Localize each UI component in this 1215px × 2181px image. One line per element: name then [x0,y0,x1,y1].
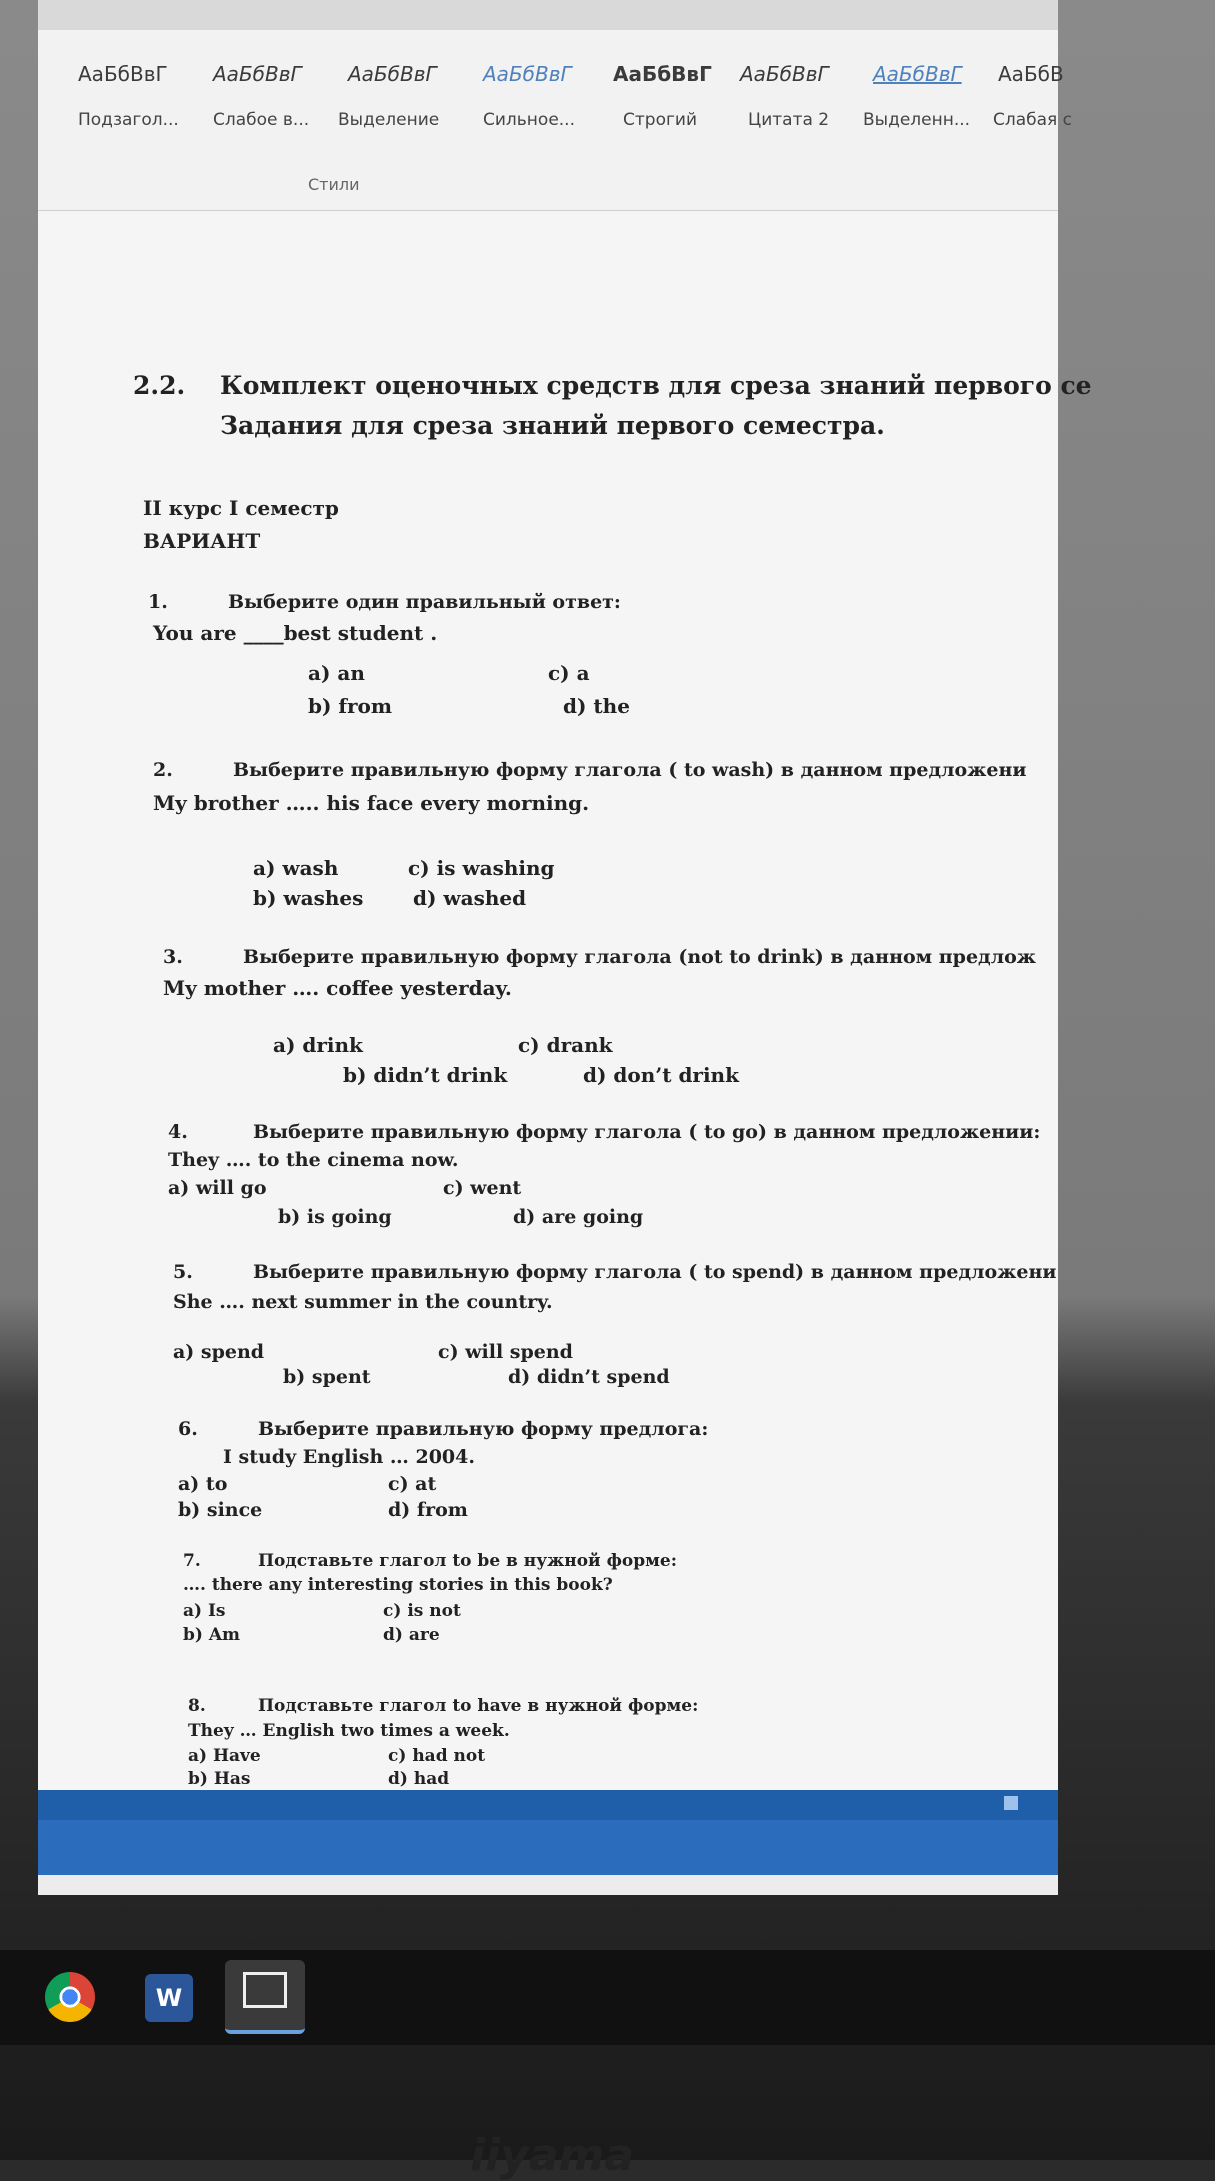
answer-a: a) Is [183,1601,226,1621]
question-sentence: They … English two times a week. [188,1721,510,1741]
answer-d: d) didn’t spend [508,1366,670,1388]
answer-c: c) is not [383,1601,461,1621]
question-number: 6. [178,1418,198,1440]
question-prompt: Подставьте глагол to be в нужной форме: [258,1551,677,1571]
question-number: 4. [168,1121,188,1143]
question-prompt: Выберите правильную форму глагола (not to drink) в данном предлож [243,946,1036,968]
monitor-brand-logo: iiyama [470,2130,635,2181]
answer-b: b) Has [188,1769,251,1789]
word-window [38,0,1092,1895]
document-page[interactable] [38,211,1092,1791]
style-sample[interactable]: АаБбВ [998,62,1064,86]
question-prompt: Подставьте глагол to have в нужной форме: [258,1696,699,1716]
answer-a: a) wash [253,856,339,880]
question-sentence: They …. to the cinema now. [168,1149,459,1171]
question-number: 5. [173,1261,193,1283]
answer-c: c) at [388,1473,437,1495]
answer-b: b) washes [253,886,364,910]
answer-a: a) to [178,1473,228,1495]
style-name[interactable]: Выделенн... [863,110,971,130]
answer-a: a) Have [188,1746,261,1766]
answer-b: b) Am [183,1625,241,1645]
answer-d: d) from [388,1499,468,1521]
word-icon[interactable]: W [145,1974,193,2022]
style-names-row [38,110,1073,150]
answer-d: d) had [388,1769,450,1789]
question-number: 8. [188,1696,206,1716]
answer-d: d) the [563,694,630,718]
answer-c: c) had not [388,1746,486,1766]
style-sample[interactable]: АаБбВвГ [78,62,168,86]
answer-c: c) went [443,1177,522,1199]
taskbar [0,1950,1215,2045]
question-sentence: My brother ….. his face every morning. [153,791,590,815]
question-sentence: My mother …. coffee yesterday. [163,976,512,1000]
style-name[interactable]: Слабое в... [213,110,310,130]
answer-d: d) are [383,1625,440,1645]
heading-number: 2.2. [133,371,186,400]
answer-a: a) will go [168,1177,267,1199]
chrome-icon[interactable] [45,1972,95,2022]
question-sentence: …. there any interesting stories in this book? [183,1575,613,1595]
answer-d: d) washed [413,886,527,910]
style-sample[interactable]: АаБбВвГ [740,62,829,86]
style-name[interactable]: Слабая с [993,110,1073,130]
question-prompt: Выберите правильную форму глагола ( to spend) в данном предложени [253,1261,1057,1283]
style-sample[interactable]: АаБбВвГ [613,62,712,86]
status-bar [38,1790,1058,1820]
question-prompt: Выберите правильную форму глагола ( to go) в данном предложении: [253,1121,1041,1143]
heading-line-1: Комплект оценочных средств для среза знаний первого се [220,371,1092,400]
style-sample[interactable]: АаБбВвГ [348,62,437,86]
style-name[interactable]: Подзагол... [78,110,179,130]
answer-c: c) a [548,661,590,685]
question-number: 3. [163,946,183,968]
style-name[interactable]: Сильное... [483,110,575,130]
question-prompt: Выберите правильную форму предлога: [258,1418,709,1440]
style-sample[interactable]: АаБбВвГ [213,62,302,86]
question-number: 7. [183,1551,201,1571]
photos-app-icon[interactable] [225,1960,305,2034]
ribbon-styles [38,30,1073,211]
style-name[interactable]: Цитата 2 [748,110,830,130]
status-bar-lower [38,1820,1058,1875]
answer-a: a) spend [173,1341,265,1363]
answer-b: b) spent [283,1366,371,1388]
question-sentence: She …. next summer in the country. [173,1291,553,1313]
course-label: II курс I семестр [143,496,339,520]
answer-c: c) is washing [408,856,555,880]
question-prompt: Выберите один правильный ответ: [228,591,621,613]
view-mode-icon[interactable] [1004,1796,1018,1810]
question-sentence: You are ____best student . [153,621,438,645]
answer-b: b) is going [278,1206,392,1228]
answer-b: b) since [178,1499,263,1521]
question-number: 2. [153,759,173,781]
style-name[interactable]: Выделение [338,110,440,130]
heading-line-2: Задания для среза знаний первого семестра. [220,411,885,440]
question-prompt: Выберите правильную форму глагола ( to wash) в данном предложени [233,759,1027,781]
answer-b: b) didn’t drink [343,1063,508,1087]
question-sentence: I study English … 2004. [223,1446,475,1468]
quick-access-bar [38,0,1058,30]
style-name[interactable]: Строгий [623,110,697,130]
answer-a: a) drink [273,1033,363,1057]
answer-d: d) are going [513,1206,644,1228]
answer-a: a) an [308,661,365,685]
answer-c: c) will spend [438,1341,573,1363]
styles-group-label: Стили [308,175,360,194]
variant-label: ВАРИАНТ [143,529,261,553]
image-icon [243,1972,287,2008]
style-sample[interactable]: АаБбВвГ [873,62,962,86]
answer-d: d) don’t drink [583,1063,739,1087]
answer-c: c) drank [518,1033,613,1057]
style-sample[interactable]: АаБбВвГ [483,62,572,86]
styles-gallery [38,52,1064,112]
answer-b: b) from [308,694,393,718]
question-number: 1. [148,591,168,613]
